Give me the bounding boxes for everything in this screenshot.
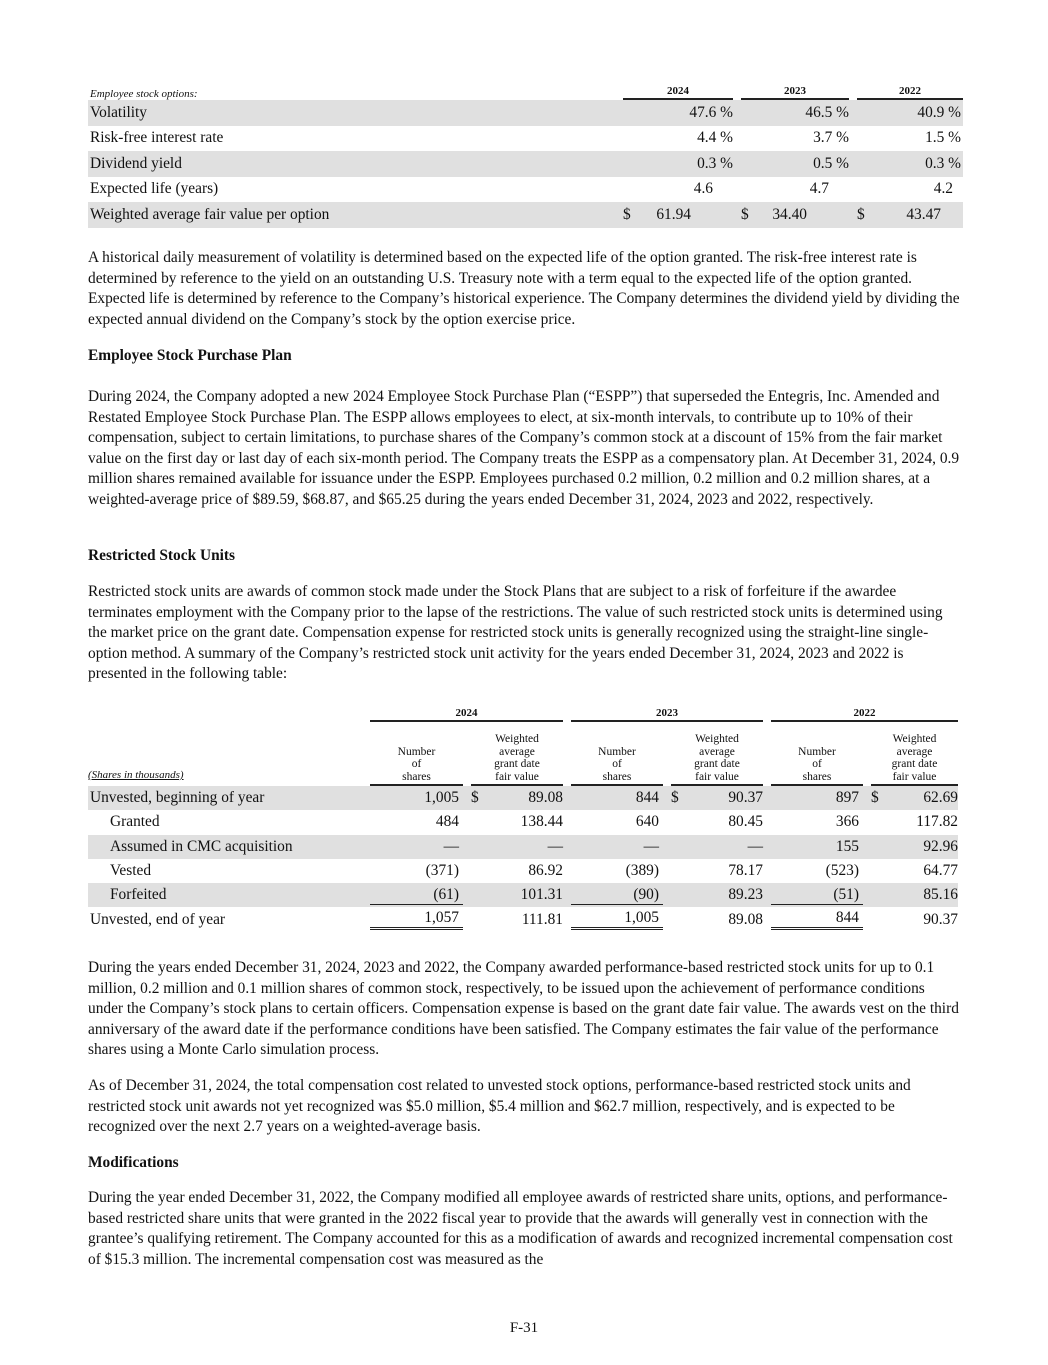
cell: 101.31 [520,886,563,904]
row-label: Assumed in CMC acquisition [88,835,362,859]
table-row [88,786,958,810]
espp-paragraph: During 2024, the Company adopted a new 2024 Employee Stock Purchase Plan (“ESPP”) that superseded the Entegris, Inc. Amended and Restated Employee Stock Purchase Plan. The ESPP allows employees to elect, at six-month intervals, to contribute up to 10% of their compensation, subject to certain limitations, to purchase shares of the Company’s common stock at a discount of 15% from the fair market value on the first day or last day of each six-month period. The Company treats the ESPP as a compensatory plan. At December 31, 2024, 0.9 million shares remained available for issuance under the ESPP. Employees purchased 0.2 million, 0.2 million and 0.2 million shares, at a weighted-average price of $89.59, $68.87, and $65.25 during the years ended December 31, 2024, 2023 and 2022, respectively. [88,388,960,508]
cell: 61.94 [656,205,691,223]
cell: 484 [435,813,459,831]
row-label: Risk-free interest rate [90,129,224,147]
cell: 111.81 [521,910,563,928]
cell: — [747,837,763,855]
row-label: Unvested, beginning of year [88,786,362,810]
table-row [88,907,958,931]
year-header: 2024 [370,707,563,722]
table-row [88,100,963,126]
cell: 4.7 [809,180,829,198]
cell: — [443,837,459,855]
row-label: Expected life (years) [90,180,219,198]
cell: 4.2 [933,180,953,198]
row-label: Forfeited [88,883,362,907]
table-row [88,151,963,177]
year-header: 2022 [857,85,963,100]
row-label: Vested [110,862,152,880]
cell: 89.08 [528,789,563,807]
cell: 1,005 [571,909,663,930]
cell: 92.96 [923,837,958,855]
cell: 844 [635,789,659,807]
cell: (51) [771,886,863,905]
cell: 47.6 % [615,100,733,126]
cell: 89.23 [728,886,763,904]
year-header: 2023 [571,707,763,722]
row-label: Granted [110,813,160,831]
cell: 117.82 [916,813,958,831]
table-row [88,177,963,203]
cell: 34.40 [772,205,807,223]
cell: 40.9 % [849,100,963,126]
cell: 43.47 [906,205,941,223]
cell: 1.5 % [925,129,961,147]
cell: 46.5 % [733,100,849,126]
currency-symbol: $ [871,789,879,807]
rsu-paragraph: Restricted stock units are awards of common stock made under the Stock Plans that are subject to a risk of forfeiture if the awardee terminates employment with the Company prior to the lapse of the restrictions. The value of such restricted stock units is determined using the market price on the grant date. Compensation expense for restricted stock units is generally recognized using the straight-line single-option method. A summary of the Company’s restricted stock unit activity for the years ended December 31, 2024, 2023 and 2022 is presented in the following table: [88,583,943,683]
table-row [88,202,963,228]
cell: 3.7 % [813,129,849,147]
table-row [88,883,958,907]
cell: 366 [835,813,859,831]
performance-paragraph: During the years ended December 31, 2024, 2023 and 2022, the Company awarded performance-based restricted stock units for up to 0.1 million, 0.2 million and 0.1 million shares of common stock, respectively, to be issued upon the achievement of performance conditions under the Company’s stock plans to certain officers. Compensation expense is based on the grant date fair value. The awards vest on the third anniversary of the award date if the performance conditions have been satisfied. The Company estimates the fair value of the performance shares using a Monte Carlo simulation process. [88,959,959,1059]
table-caption: Employee stock options: [90,88,198,100]
currency-symbol: $ [741,205,749,223]
currency-symbol: $ [471,789,479,807]
modifications-paragraph: During the year ended December 31, 2022, the Company modified all employee awards of restricted share units, options, and performance-based restricted share units that were granted in the 2022 fiscal year to provide that the awards will generally vest in connection with the grantee’s qualifying retirement. The Company accounted for this as a modification of awards and recognized incremental compensation cost of $15.3 million. The incremental compensation cost was measured as the [88,1189,953,1268]
col-header-shares: Number of shares [370,746,463,787]
cell: (389) [625,862,659,880]
espp-heading: Employee Stock Purchase Plan [88,347,292,364]
cell: 138.44 [520,813,563,831]
table-caption: (Shares in thousands) [88,769,184,781]
table-row [88,810,958,834]
cell: 90.37 [728,789,763,807]
currency-symbol: $ [857,205,865,223]
cell: 4.6 [693,180,713,198]
cell: 0.3 % [615,151,733,177]
year-header: 2023 [741,85,849,100]
col-header-shares: Number of shares [771,746,863,787]
page-number: F-31 [509,1320,539,1336]
cell: 80.45 [728,813,763,831]
cell: 89.08 [728,910,763,928]
cell: 62.69 [923,789,958,807]
cell: 640 [635,813,659,831]
cell: (61) [370,886,463,905]
currency-symbol: $ [623,205,631,223]
cell: 1,005 [424,789,459,807]
rsu-activity-table [88,704,963,932]
modifications-heading: Modifications [88,1154,179,1171]
year-header: 2024 [623,85,733,100]
row-label: Weighted average fair value per option [88,202,615,228]
col-header-value: Weighted average grant date fair value [871,733,958,786]
cell: 897 [835,789,859,807]
cell: 86.92 [528,862,563,880]
table-row [88,126,963,152]
row-label: Unvested, end of year [90,910,226,928]
table-row [88,835,958,859]
cell: 78.17 [728,862,763,880]
col-header-value: Weighted average grant date fair value [671,733,763,786]
cell: 64.77 [923,862,958,880]
cell: 4.4 % [697,129,733,147]
cell: 1,057 [370,909,463,930]
col-header-value: Weighted average grant date fair value [471,733,563,786]
cell: (90) [571,886,663,905]
cell: 0.5 % [733,151,849,177]
cell: 844 [771,909,863,930]
cell: 85.16 [923,886,958,904]
rsu-heading: Restricted Stock Units [88,547,236,564]
cell: — [643,837,659,855]
table-row [88,859,958,883]
volatility-paragraph: A historical daily measurement of volatility is determined based on the expected life of the option granted. The risk-free interest rate is determined by reference to the yield on an outstanding U.S. Treasury note with a term equal to the expected life of the option granted. Expected life is determined by reference to the Company’s historical experience. The Company determines the dividend yield by dividing the expected annual dividend on the Company’s stock by the option exercise price. [88,249,960,328]
year-header: 2022 [771,707,958,722]
row-label: Dividend yield [88,151,615,177]
cell: 90.37 [923,910,958,928]
row-label: Volatility [88,100,615,126]
cell: (371) [425,862,459,880]
stock-options-assumptions-table [88,80,963,228]
cell: — [547,837,563,855]
cell: (523) [825,862,859,880]
currency-symbol: $ [671,789,679,807]
unrecognized-cost-paragraph: As of December 31, 2024, the total compensation cost related to unvested stock options, performance-based restricted stock units and restricted stock unit awards not yet recognized was $5.0 million, $5.4 million and $62.7 million, respectively, and is expected to be recognized over the next 2.7 years on a weighted-average basis. [88,1077,911,1136]
col-header-shares: Number of shares [571,746,663,787]
cell: 0.3 % [849,151,963,177]
cell: 155 [835,837,859,855]
